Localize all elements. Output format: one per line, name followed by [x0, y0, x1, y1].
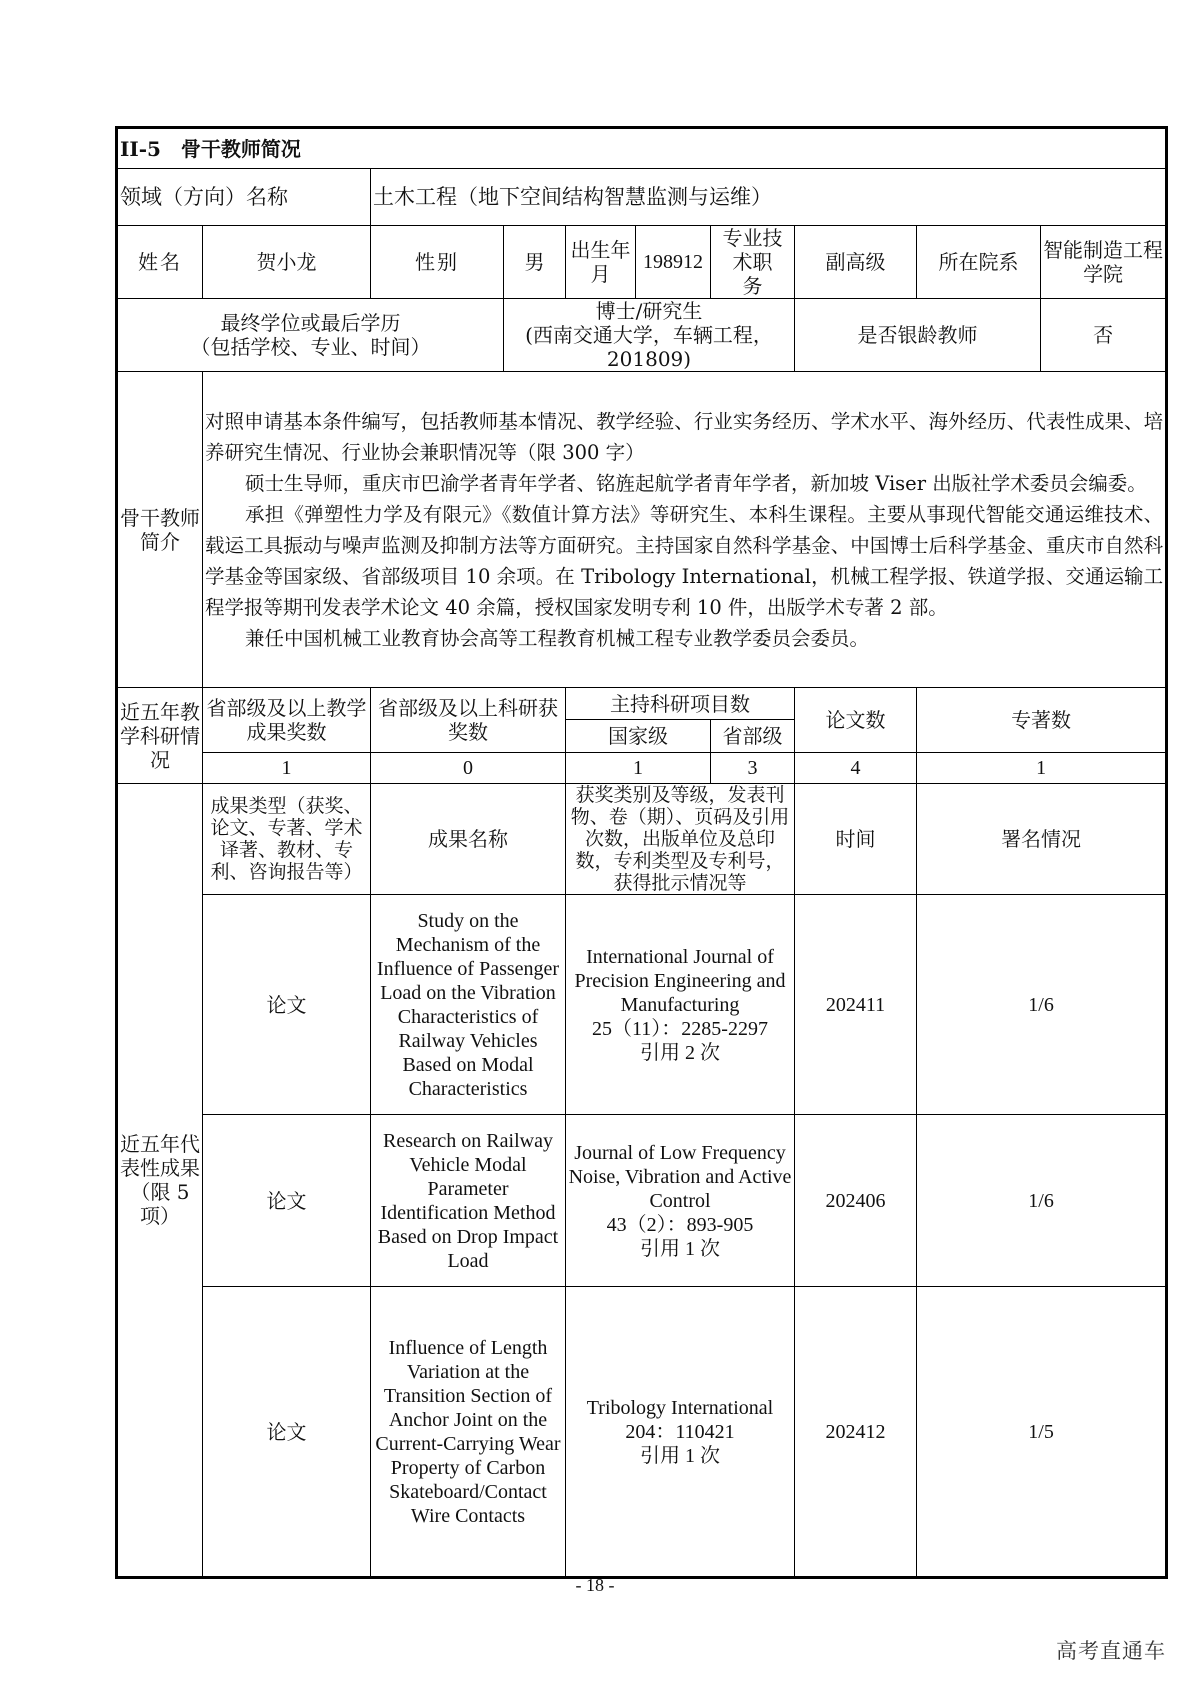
achievement-name: Research on Railway Vehicle Modal Parameter Identification Method Based on Drop Impact Load — [371, 1115, 566, 1287]
achievement-detail — [566, 895, 795, 1115]
page-number: - 18 - — [575, 1575, 615, 1595]
achievement-time: 202412 — [795, 1287, 917, 1578]
achievement-time: 202411 — [795, 895, 917, 1115]
stats-research-award-header: 省部级及以上科研获奖数 — [371, 688, 566, 753]
achievement-type-header: 成果类型（获奖、论文、专著、学术译著、教材、专利、咨询报告等） — [203, 784, 371, 895]
stats-national-value: 1 — [566, 753, 711, 784]
achievement-type: 论文 — [203, 1287, 371, 1578]
intro-paragraph-1: 硕士生导师，重庆市巴渝学者青年学者、铭旌起航学者青年学者，新加坡 Viser 出版社学术委员会编委。 — [245, 471, 1147, 495]
stats-national-header: 国家级 — [566, 720, 711, 753]
degree-value-line2: (西南交通大学，车辆工程，201809) — [525, 323, 773, 371]
intro-text — [203, 372, 1167, 688]
achievement-time-header: 时间 — [795, 784, 917, 895]
degree-label-line1: 最终学位或最后学历 — [220, 311, 401, 335]
gender-value: 男 — [504, 226, 566, 299]
watermark: 高考直通车 — [1056, 1639, 1166, 1663]
achievement-journal: Tribology International — [586, 1396, 774, 1419]
achievement-type: 论文 — [203, 1115, 371, 1287]
achievements-label: 近五年代表性成果（限 5 项） — [117, 784, 203, 1578]
achievement-detail — [566, 1287, 795, 1578]
achievement-sign: 1/5 — [917, 1287, 1167, 1578]
achievement-volume: 43（2）：893-905 — [606, 1213, 754, 1236]
stats-label: 近五年教学科研情况 — [117, 688, 203, 784]
degree-value-line1: 博士/研究生 — [595, 299, 703, 323]
achievement-detail — [566, 1115, 795, 1287]
stats-projects-header: 主持科研项目数 — [566, 688, 795, 720]
stats-provincial-header: 省部级 — [711, 720, 795, 753]
achievement-sign: 1/6 — [917, 895, 1167, 1115]
degree-value — [504, 299, 795, 372]
teacher-profile-table — [115, 126, 1168, 1579]
degree-label-line2: （包括学校、专业、时间） — [190, 335, 431, 359]
stats-papers-value: 4 — [795, 753, 917, 784]
stats-provincial-value: 3 — [711, 753, 795, 784]
stats-books-header: 专著数 — [917, 688, 1167, 753]
college-value: 智能制造工程学院 — [1041, 226, 1167, 299]
title-label: 专业技术职 务 — [711, 226, 795, 299]
stats-teach-award-value: 1 — [203, 753, 371, 784]
stats-papers-header: 论文数 — [795, 688, 917, 753]
stats-research-award-value: 0 — [371, 753, 566, 784]
college-label: 所在院系 — [917, 226, 1041, 299]
birth-value: 198912 — [636, 226, 711, 299]
achievement-citations: 引用 2 次 — [640, 1041, 720, 1064]
achievement-volume: 204：110421 — [625, 1420, 735, 1443]
gender-label: 性别 — [371, 226, 504, 299]
name-label: 姓名 — [117, 226, 203, 299]
achievement-time: 202406 — [795, 1115, 917, 1287]
achievement-sign: 1/6 — [917, 1115, 1167, 1287]
section-title: II-5 骨干教师简况 — [117, 128, 1167, 169]
degree-label — [117, 299, 504, 372]
silver-value: 否 — [1041, 299, 1167, 372]
achievement-type: 论文 — [203, 895, 371, 1115]
intro-instruction: 对照申请基本条件编写，包括教师基本情况、教学经验、行业实务经历、学术水平、海外经历、代表性成果、培养研究生情况、行业协会兼职情况等（限 300 字） — [205, 409, 1164, 464]
silver-label: 是否银龄教师 — [795, 299, 1041, 372]
intro-paragraph-3: 兼任中国机械工业教育协会高等工程教育机械工程专业教学委员会委员。 — [245, 626, 870, 650]
achievement-name-header: 成果名称 — [371, 784, 566, 895]
achievement-citations: 引用 1 次 — [640, 1237, 720, 1260]
title-value: 副高级 — [795, 226, 917, 299]
birth-label: 出生年月 — [566, 226, 636, 299]
achievement-detail-header: 获奖类别及等级，发表刊物、卷（期）、页码及引用次数，出版单位及总印数，专利类型及专利号，获得批示情况等 — [566, 784, 795, 895]
stats-books-value: 1 — [917, 753, 1167, 784]
intro-paragraph-2: 承担《弹塑性力学及有限元》《数值计算方法》等研究生、本科生课程。主要从事现代智能交通运维技术、载运工具振动与噪声监测及抑制方法等方面研究。主持国家自然科学基金、中国博士后科学基金、重庆市自然科学基金等国家级、省部级项目 10 余项。在 Tribology International，机械工程学报、铁道学报、交通运输工程学报等期刊发表学术论文 40 余篇，授权国家发明专利 10 件，出版学术专著 2 部。 — [205, 502, 1164, 619]
field-label: 领域（方向）名称 — [117, 169, 371, 226]
stats-teach-award-header: 省部级及以上教学成果奖数 — [203, 688, 371, 753]
achievement-citations: 引用 1 次 — [640, 1444, 720, 1467]
intro-label: 骨干教师简介 — [117, 372, 203, 688]
name-value: 贺小龙 — [203, 226, 371, 299]
achievement-journal: Journal of Low Frequency Noise, Vibration and Active Control — [568, 1141, 792, 1212]
achievement-name: Study on the Mechanism of the Influence of Passenger Load on the Vibration Characteristics of Railway Vehicles Based on Modal Characteristics — [371, 895, 566, 1115]
achievement-volume: 25（11）：2285-2297 — [592, 1017, 768, 1040]
achievement-journal: International Journal of Precision Engineering and Manufacturing — [574, 945, 786, 1016]
field-value: 土木工程（地下空间结构智慧监测与运维） — [371, 169, 1167, 226]
achievement-name: Influence of Length Variation at the Transition Section of Anchor Joint on the Current-Carrying Wear Property of Carbon Skateboard/Contact Wire Contacts — [371, 1287, 566, 1578]
achievement-sign-header: 署名情况 — [917, 784, 1167, 895]
